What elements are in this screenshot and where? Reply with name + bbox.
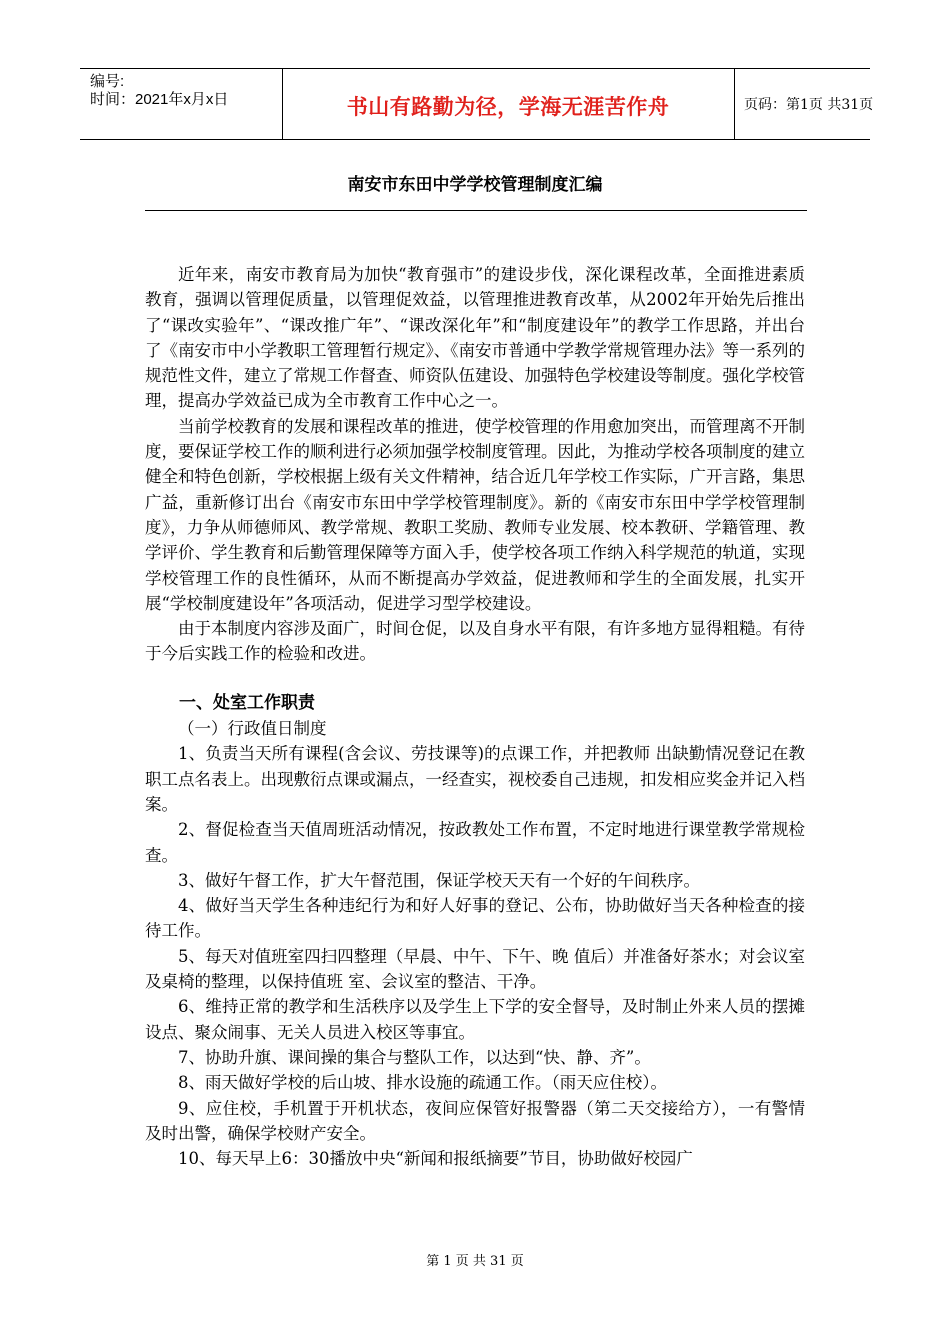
list-item: 3、做好午督工作，扩大午督范围，保证学校天天有一个好的午间秩序。 — [178, 870, 700, 890]
header-meta-cell — [80, 69, 283, 139]
list-item: 8、雨天做好学校的后山坡、排水设施的疏通工作。（雨天应住校）。 — [178, 1073, 667, 1093]
list-item: 4、做好当天学生各种违纪行为和好人好事的登记、公布，协助做好当天各种检查的接待工作。 — [145, 896, 805, 941]
page-footer: 第 1 页 共 31 页 — [426, 1254, 524, 1269]
section-heading: 一、处室工作职责 — [179, 692, 315, 713]
list-item: 10、每天早上6：30播放中央“新闻和报纸摘要”节目，协助做好校园广 — [178, 1149, 693, 1169]
subsection-heading: （一）行政值日制度 — [178, 719, 327, 739]
document-title: 南安市东田中学学校管理制度汇编 — [347, 175, 603, 195]
motto: 书山有路勤为径，学海无涯苦作舟 — [346, 95, 670, 119]
spacer — [145, 667, 805, 691]
intro-paragraph-2: 当前学校教育的发展和课程改革的推进，使学校管理的作用愈加突出，而管理离不开制度，要保证学校工作的顺利进行必须加强学校制度管理。因此，为推动学校各项制度的建立健全和特色创新，学校根据上级有关文件精神，结合近几年学校工作实际，广开言路，集思广益，重新修订出台《南安市东田中学学校管理制度》。新的《南安市东田中学学校管理制度》，力争从师德师风、教学常规、教职工奖励、教师专业发展、校本教研、学籍管理、教学评价、学生教育和后勤管理保障等方面入手，使学校各项工作纳入科学规范的轨道，实现学校管理工作的良性循环，从而不断提高办学效益，促进教师和学生的全面发展，扎实开展“学校制度建设年”各项活动，促进学习型学校建设。 — [145, 416, 805, 613]
list-item: 9、应住校，手机置于开机状态，夜间应保管好报警器（第二天交接给方），一有警情及时出警，确保学校财产安全。 — [145, 1098, 805, 1143]
date-label: 时间：2021年x月x日 — [90, 91, 229, 108]
page-info: 页码：第1页 共31页 — [744, 97, 874, 113]
header-motto-cell — [282, 69, 735, 139]
header-table — [80, 68, 874, 140]
document-body — [145, 262, 805, 1171]
list-item: 1、负责当天所有课程(含会议、劳技课等)的点课工作，并把教师 出缺勤情况登记在教职工点名表上。出现敷衍点课或漏点，一经查实，视校委自己违规，扣发相应奖金并记入档案。 — [145, 744, 805, 814]
list-item: 5、每天对值班室四扫四整理（早晨、中午、下午、晚 值后）并准备好茶水；对会议室及桌椅的整理，以保持值班 室、会议室的整洁、干净。 — [145, 946, 805, 992]
list-item: 7、协助升旗、课间操的集合与整队工作，以达到“快、静、齐”。 — [178, 1047, 651, 1067]
list-item: 6、维持正常的教学和生活秩序以及学生上下学的安全督导，及时制止外来人员的摆摊设点、聚众闹事、无关人员进入校区等事宜。 — [145, 997, 805, 1042]
intro-paragraph-3: 由于本制度内容涉及面广，时间仓促，以及自身水平有限，有许多地方显得粗糙。有待于今后实践工作的检验和改进。 — [145, 619, 805, 664]
list-item: 2、督促检查当天值周班活动情况，按政教处工作布置，不定时地进行课堂教学常规检查。 — [145, 820, 805, 865]
header-page-cell — [734, 69, 874, 139]
title-divider — [145, 210, 807, 211]
code-label: 编号: — [90, 73, 125, 90]
intro-paragraph-1: 近年来，南安市教育局为加快“教育强市”的建设步伐，深化课程改革，全面推进素质教育，强调以管理促质量，以管理促效益，以管理推进教育改革，从2002年开始先后推出了“课改实验年”、“课改推广年”、“课改深化年”和“制度建设年”的教学工作思路，并出台了《南安市中小学教职工管理暂行规定》、《南安市普通中学教学常规管理办法》等一系列的规范性文件，建立了常规工作督查、师资队伍建设、加强特色学校建设等制度。强化学校管理，提高办学效益已成为全市教育工作中心之一。 — [145, 265, 805, 411]
